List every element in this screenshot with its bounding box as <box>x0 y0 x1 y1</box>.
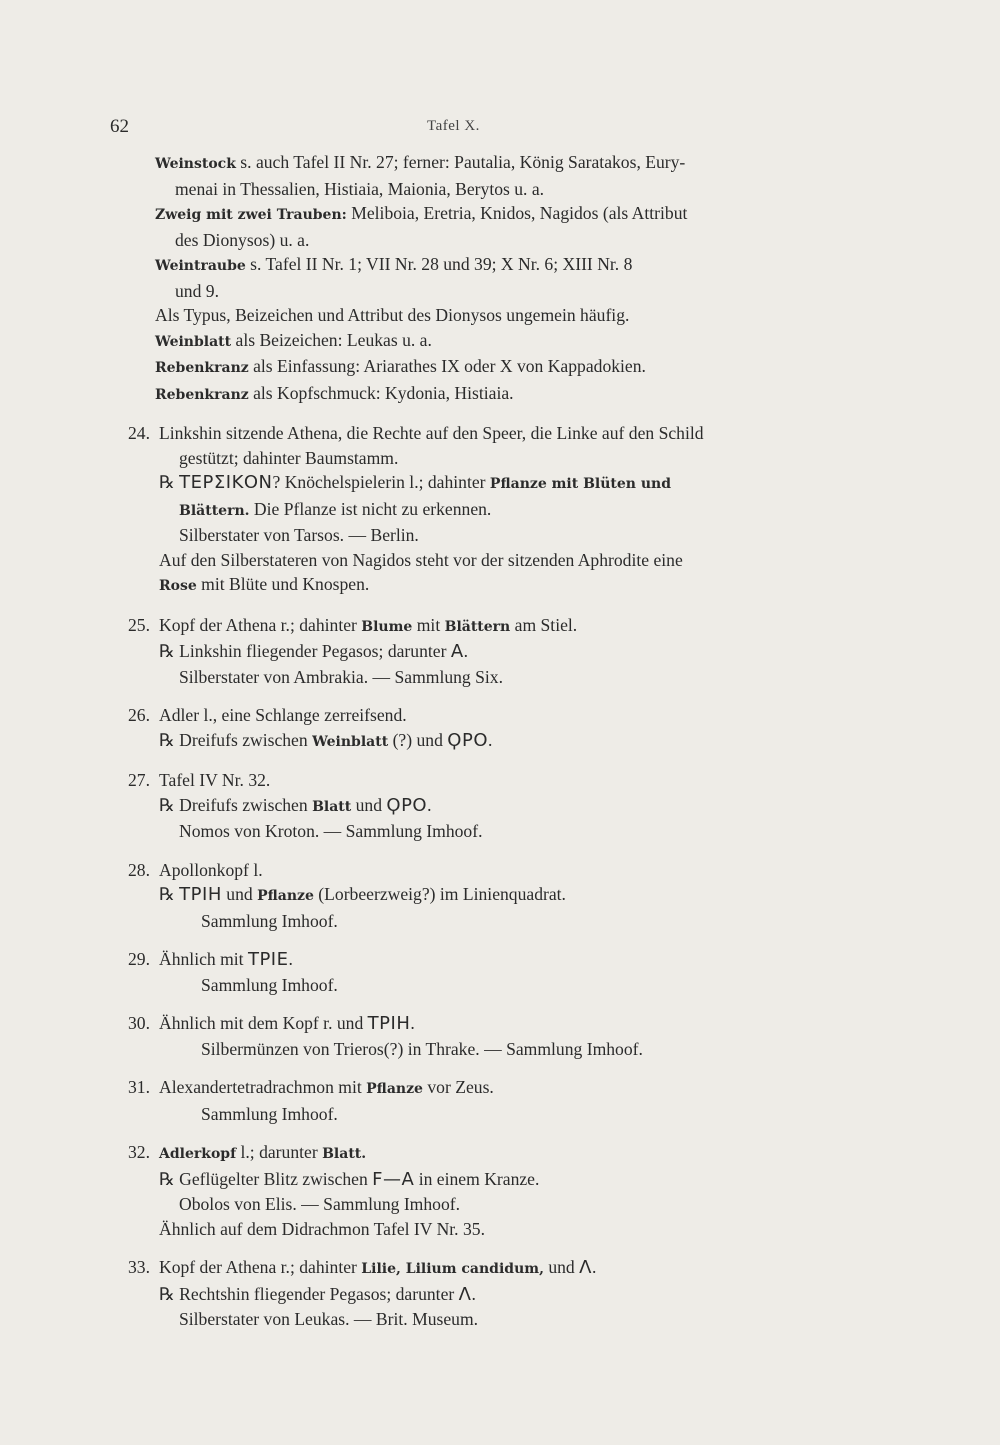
text-segment: Sammlung Imhoof. <box>201 974 338 995</box>
entry-29 <box>0 947 1000 997</box>
text-segment: Ähnlich mit <box>159 949 248 969</box>
entry-line <box>159 421 819 446</box>
entry-line <box>159 793 819 820</box>
text-segment: . <box>288 949 293 969</box>
entry-line <box>159 572 819 599</box>
text-segment: Nomos von Kroton. — Sammlung Imhoof. <box>179 821 483 841</box>
text-segment: Als Typus, Beizeichen und Attribut des Dionysos ungemein häufig. <box>155 305 630 325</box>
text-segment: ℞ Dreifufs zwischen <box>159 794 313 815</box>
text-segment: ℞ Linkshin fliegender Pegasos; darunter <box>159 641 451 661</box>
entry-line <box>159 1217 819 1242</box>
bold-term: Rebenkranz <box>155 360 249 376</box>
text-segment: Linkshin sitzende Athena, die Rechte auf den Speer, die Linke auf den Schild <box>159 423 704 443</box>
entry-number: 28. <box>128 859 150 880</box>
text-segment: mit Blüte und Knospen. <box>196 574 370 594</box>
entry-32 <box>0 1140 1000 1241</box>
entry-line <box>159 1255 819 1282</box>
bold-term: Blatt <box>312 798 352 815</box>
bold-term: Blume <box>361 618 413 635</box>
bold-term: Rebenkranz <box>155 386 249 403</box>
text-segment: . <box>471 1283 476 1304</box>
entry-line <box>159 728 819 755</box>
text-segment: (?) und <box>388 729 448 750</box>
entries-list <box>0 421 1000 1332</box>
text-segment: . <box>488 729 493 750</box>
intro-section <box>0 150 815 407</box>
intro-line <box>155 354 815 381</box>
entry-number: 31. <box>128 1077 150 1097</box>
entry-24 <box>0 421 1000 599</box>
entry-line <box>159 882 819 909</box>
entry-30 <box>0 1011 1000 1061</box>
entry-line <box>159 973 819 998</box>
intro-line <box>155 252 815 279</box>
page-number: 62 <box>110 116 129 137</box>
text-segment: ℞ <box>159 472 180 492</box>
text-segment: ? Knöchelspielerin l.; dahinter <box>272 472 490 492</box>
entry-number: 32. <box>128 1142 150 1162</box>
intro-line <box>155 150 815 177</box>
page-content <box>0 150 1000 1332</box>
entry-body <box>0 421 819 599</box>
text-segment: menai in Thessalien, Histiaia, Maionia, Berytos u. a. <box>175 178 545 199</box>
entry-line <box>159 523 819 548</box>
text-segment: und <box>543 1257 580 1277</box>
bold-term: Lilie, Lilium candidum, <box>361 1261 544 1277</box>
text-segment: Auf den Silberstateren von Nagidos steht vor der sitzenden Aphrodite eine <box>159 549 683 570</box>
entry-number: 27. <box>128 770 150 790</box>
text-segment: Apollonkopf l. <box>159 859 263 880</box>
intro-line <box>155 228 815 253</box>
entry-line <box>159 703 819 728</box>
text-segment: Silberstater von Tarsos. — Berlin. <box>179 525 419 545</box>
text-segment: Silbermünzen von Trieros(?) in Thrake. — Sammlung Imhoof. <box>201 1038 643 1059</box>
text-segment: s. Tafel II Nr. 1; VII Nr. 28 und 39; X Nr. 6; XIII Nr. 8 <box>245 254 633 274</box>
greek-legend: ΤΡΙΗ <box>179 884 222 905</box>
entry-line <box>159 1192 819 1217</box>
bold-term: Pflanze <box>366 1081 423 1097</box>
greek-legend: ϘΡΟ <box>447 729 488 751</box>
text-segment: Adler l., eine Schlange zerreifsend. <box>159 705 407 725</box>
entry-31 <box>0 1075 1000 1126</box>
text-segment: Kopf der Athena r.; dahinter <box>159 614 362 635</box>
text-segment: Silberstater von Leukas. — Brit. Museum. <box>179 1309 479 1329</box>
entry-line <box>159 1140 819 1167</box>
text-segment: (Lorbeerzweig?) im Linienquadrat. <box>313 884 566 904</box>
text-segment: vor Zeus. <box>422 1077 494 1097</box>
text-segment: und <box>221 884 258 904</box>
text-segment: in einem Kranze. <box>414 1168 540 1189</box>
page-header <box>0 116 1000 140</box>
intro-line <box>155 201 815 228</box>
entry-number: 33. <box>128 1257 150 1277</box>
greek-legend: ϘΡΟ <box>386 794 428 816</box>
intro-line <box>155 177 815 202</box>
entry-line <box>159 909 819 934</box>
text-segment: als Einfassung: Ariarathes IX oder X von Kappadokien. <box>248 356 646 376</box>
intro-line <box>155 381 815 408</box>
text-segment: gestützt; dahinter Baumstamm. <box>179 447 399 468</box>
text-segment: ℞ Rechtshin fliegender Pegasos; darunter <box>159 1283 459 1304</box>
bold-term: Weinblatt <box>155 333 232 350</box>
greek-legend: Λ <box>579 1257 592 1278</box>
bold-term: Pflanze mit Blüten und <box>489 476 671 492</box>
bold-term: Zweig mit zwei Trauben: <box>155 207 347 223</box>
text-segment: . <box>410 1013 415 1033</box>
bold-term: Adlerkopf <box>159 1146 237 1162</box>
text-segment: Meliboia, Eretria, Knidos, Nagidos (als Attribut <box>346 203 688 223</box>
entry-line <box>159 1011 819 1037</box>
entry-line <box>159 613 819 640</box>
entry-line <box>159 446 819 471</box>
entry-line <box>159 470 819 497</box>
text-segment: . <box>463 641 469 661</box>
entry-number: 29. <box>128 949 150 969</box>
entry-number: 25. <box>128 614 150 635</box>
entry-line <box>159 548 819 573</box>
greek-legend: ΤΡΙΕ <box>247 949 289 970</box>
entry-27 <box>0 768 1000 844</box>
text-segment: l.; darunter <box>236 1142 323 1162</box>
entry-line <box>159 947 819 973</box>
text-segment: Sammlung Imhoof. <box>201 910 338 931</box>
entry-line <box>159 1167 819 1193</box>
entry-25 <box>0 613 1000 690</box>
text-segment: Obolos von Elis. — Sammlung Imhoof. <box>179 1194 461 1214</box>
entry-33 <box>0 1255 1000 1332</box>
greek-legend: Ϝ—Α <box>372 1168 415 1190</box>
text-segment: Tafel IV Nr. 32. <box>159 770 271 790</box>
text-segment: . <box>591 1257 597 1277</box>
text-segment: und <box>351 794 387 815</box>
bold-term: Weinblatt <box>312 733 389 750</box>
entry-line <box>159 1075 819 1102</box>
entry-line <box>159 1307 819 1332</box>
text-segment: ℞ <box>159 884 180 904</box>
entry-line <box>159 497 819 524</box>
text-segment: des Dionysos) u. a. <box>175 229 310 250</box>
entry-line <box>159 1102 819 1127</box>
text-segment: Alexandertetradrachmon mit <box>159 1077 367 1097</box>
greek-legend: Λ <box>458 1283 472 1305</box>
text-segment: . <box>427 794 432 815</box>
entry-number: 26. <box>128 705 150 725</box>
bold-term: Blatt. <box>322 1146 367 1162</box>
text-segment: Kopf der Athena r.; dahinter <box>159 1257 362 1277</box>
text-segment: ℞ Dreifufs zwischen <box>159 729 313 750</box>
text-segment: mit <box>412 614 445 635</box>
text-segment: als Beizeichen: Leukas u. a. <box>231 329 432 350</box>
entry-line <box>159 858 819 883</box>
entry-line <box>159 1282 819 1308</box>
text-segment: und 9. <box>175 280 219 301</box>
entry-line <box>159 639 819 665</box>
text-segment: Ähnlich auf dem Didrachmon Tafel IV Nr. 35. <box>159 1218 485 1239</box>
entry-number: 30. <box>128 1013 150 1033</box>
entry-line <box>159 768 819 793</box>
bold-term: Rose <box>159 578 197 594</box>
text-segment: s. auch Tafel II Nr. 27; ferner: Pautalia, König Saratakos, Eury- <box>235 152 686 172</box>
bold-term: Blättern <box>444 618 511 635</box>
greek-legend: Α <box>450 641 464 662</box>
bold-term: Weinstock <box>155 156 236 172</box>
bold-term: Weintraube <box>155 258 246 274</box>
bold-term: Pflanze <box>257 888 314 904</box>
entry-line <box>159 1037 819 1062</box>
entry-28 <box>0 858 1000 934</box>
text-segment: Die Pflanze ist nicht zu erkennen. <box>249 498 492 519</box>
bold-term: Blättern. <box>179 502 250 519</box>
greek-legend: ΤΕΡΣΙΚΟΝ <box>179 472 273 493</box>
running-title: Tafel X. <box>427 118 480 134</box>
entry-line <box>159 665 819 690</box>
intro-line <box>155 328 815 355</box>
intro-line <box>155 303 815 328</box>
entry-26 <box>0 703 1000 754</box>
text-segment: Silberstater von Ambrakia. — Sammlung Six. <box>179 666 503 687</box>
text-segment: ℞ Geflügelter Blitz zwischen <box>159 1168 373 1189</box>
text-segment: Sammlung Imhoof. <box>201 1103 338 1124</box>
text-segment: am Stiel. <box>510 614 578 635</box>
entry-line <box>159 819 819 844</box>
text-segment: Ähnlich mit dem Kopf r. und <box>159 1013 368 1033</box>
text-segment: als Kopfschmuck: Kydonia, Histiaia. <box>248 382 514 403</box>
entry-number: 24. <box>128 423 150 443</box>
intro-line <box>155 279 815 304</box>
greek-legend: ΤΡΙΗ <box>367 1013 411 1034</box>
